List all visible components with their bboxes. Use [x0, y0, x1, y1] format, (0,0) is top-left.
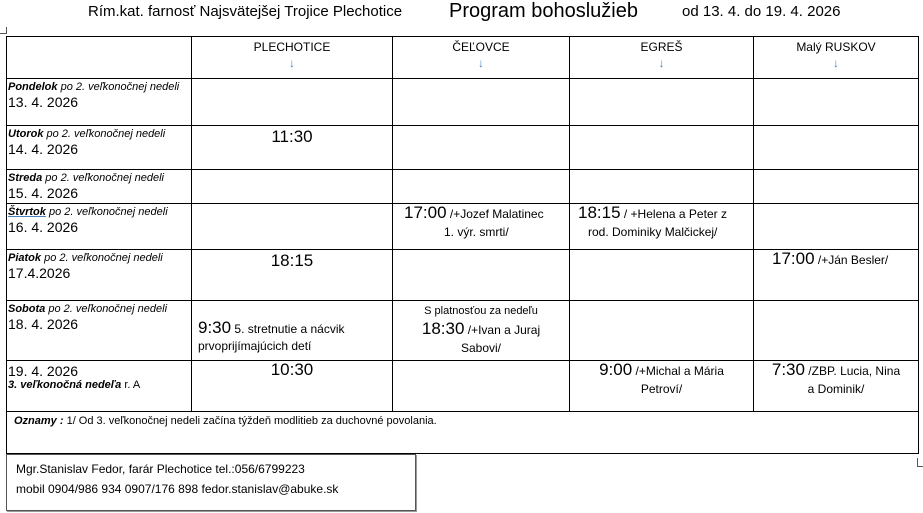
day-cell-sobota: Sobota po 2. veľkonočnej nedeli 18. 4. 2026	[7, 301, 192, 361]
corner-cell	[7, 37, 192, 79]
notice-row	[7, 412, 919, 454]
service-intention: /+Ján Besler/	[814, 253, 889, 267]
document-header	[0, 0, 923, 26]
service-cell	[192, 301, 393, 361]
service-time: 9:00	[599, 360, 633, 379]
column-header-plechotice: PLECHOTICE ↓	[192, 37, 393, 79]
contact-line-1: Mgr.Stanislav Fedor, farár Plechotice tel.:056/6799223	[16, 462, 305, 476]
service-intention: /+Michal a Mária	[632, 364, 724, 378]
service-intention: /+Jozef Malatinec	[446, 207, 544, 221]
schedule-cell	[570, 170, 754, 204]
schedule-cell	[570, 301, 754, 361]
schedule-table	[6, 36, 919, 454]
service-intention-line2: prvoprijímajúcich detí	[198, 339, 312, 353]
schedule-cell	[754, 170, 919, 204]
notice-text: 1/ Od 3. veľkonočnej nedeli začína týždeň modlitieb za duchovné povolania.	[63, 415, 437, 427]
service-time: 18:15	[578, 203, 621, 222]
service-intention: /ZBP. Lucia, Nina	[804, 364, 901, 378]
service-cell	[192, 361, 393, 412]
day-cell-piatok: Piatok po 2. veľkonočnej nedeli 17.4.2026	[7, 250, 192, 301]
table-row	[7, 204, 919, 250]
schedule-cell	[192, 204, 393, 250]
day-cell-nedela: 19. 4. 2026 3. veľkonočná nedeľa r. A	[7, 361, 192, 412]
service-time: 17:00	[772, 249, 815, 268]
column-header-egres: EGREŠ ↓	[570, 37, 754, 79]
service-note: S platnosťou za nedeľu	[424, 305, 538, 317]
service-intention: / +Helena a Peter z	[620, 207, 727, 221]
service-intention-line2: Petroví/	[640, 382, 683, 396]
service-intention-line2: rod. Dominiky Malčickej/	[588, 225, 718, 239]
contact-line-2: mobil 0904/986 934 0907/176 898 fedor.stanislav@abuke.sk	[16, 482, 339, 496]
table-resize-handle[interactable]	[917, 458, 923, 467]
schedule-cell	[393, 126, 570, 170]
schedule-cell	[754, 301, 919, 361]
contact-box	[6, 454, 416, 511]
service-cell	[192, 126, 393, 170]
service-intention: /+Ivan a Juraj	[464, 323, 541, 337]
arrow-down-icon: ↓	[833, 56, 839, 70]
service-intention-line2: 1. výr. smrti/	[444, 225, 509, 239]
service-intention-line2: a Dominik/	[807, 382, 865, 396]
service-time: 11:30	[271, 127, 313, 146]
service-cell	[570, 361, 754, 412]
service-cell	[393, 301, 570, 361]
table-row	[7, 126, 919, 170]
table-row	[7, 79, 919, 126]
arrow-down-icon: ↓	[658, 56, 665, 70]
day-cell-stvrtok: Štvrtok po 2. veľkonočnej nedeli 16. 4. 2026	[7, 204, 192, 250]
schedule-cell	[754, 126, 919, 170]
arrow-down-icon: ↓	[478, 56, 484, 70]
day-cell-utorok: Utorok po 2. veľkonočnej nedeli 14. 4. 2026	[7, 126, 192, 170]
schedule-cell	[754, 204, 919, 250]
service-time: 17:00	[404, 203, 447, 222]
schedule-cell	[570, 79, 754, 126]
service-time: 18:15	[270, 251, 314, 270]
schedule-cell	[754, 79, 919, 126]
service-cell	[192, 250, 393, 301]
schedule-cell	[393, 79, 570, 126]
schedule-cell	[570, 250, 754, 301]
service-intention-line2: Sabovi/	[460, 341, 502, 355]
table-header-row	[7, 37, 919, 79]
service-time: 10:30	[270, 360, 314, 379]
arrow-down-icon: ↓	[289, 56, 295, 70]
schedule-cell	[570, 126, 754, 170]
schedule-cell	[192, 170, 393, 204]
table-move-handle[interactable]	[0, 27, 7, 34]
day-cell-streda: Streda po 2. veľkonočnej nedeli 15. 4. 2026	[7, 170, 192, 204]
date-range: od 13. 4. do 19. 4. 2026	[682, 3, 841, 20]
service-cell	[570, 204, 754, 250]
service-cell	[754, 361, 919, 412]
notice-cell	[7, 412, 919, 454]
service-intention: 5. stretnutie a nácvik	[231, 322, 345, 336]
parish-name: Rím.kat. farnosť Najsvätejšej Trojice Plechotice	[88, 3, 403, 20]
table-row	[7, 250, 919, 301]
table-row	[7, 301, 919, 361]
column-header-maly-ruskov: Malý RUSKOV ↓	[754, 37, 919, 79]
service-cell	[754, 250, 919, 301]
schedule-cell	[393, 361, 570, 412]
service-time: 7:30	[771, 360, 805, 379]
table-row	[7, 170, 919, 204]
table-row	[7, 361, 919, 412]
service-time: 18:30	[421, 319, 465, 338]
page-title: Program bohoslužieb	[449, 0, 638, 22]
column-header-celovce: ČEĽOVCE ↓	[393, 37, 570, 79]
service-time: 9:30	[198, 318, 232, 337]
notice-label: Oznamy :	[14, 415, 64, 427]
schedule-cell	[192, 79, 393, 126]
day-cell-pondelok: Pondelok po 2. veľkonočnej nedeli 13. 4. 2026	[7, 79, 192, 126]
service-cell	[393, 204, 570, 250]
schedule-cell	[393, 170, 570, 204]
schedule-cell	[393, 250, 570, 301]
